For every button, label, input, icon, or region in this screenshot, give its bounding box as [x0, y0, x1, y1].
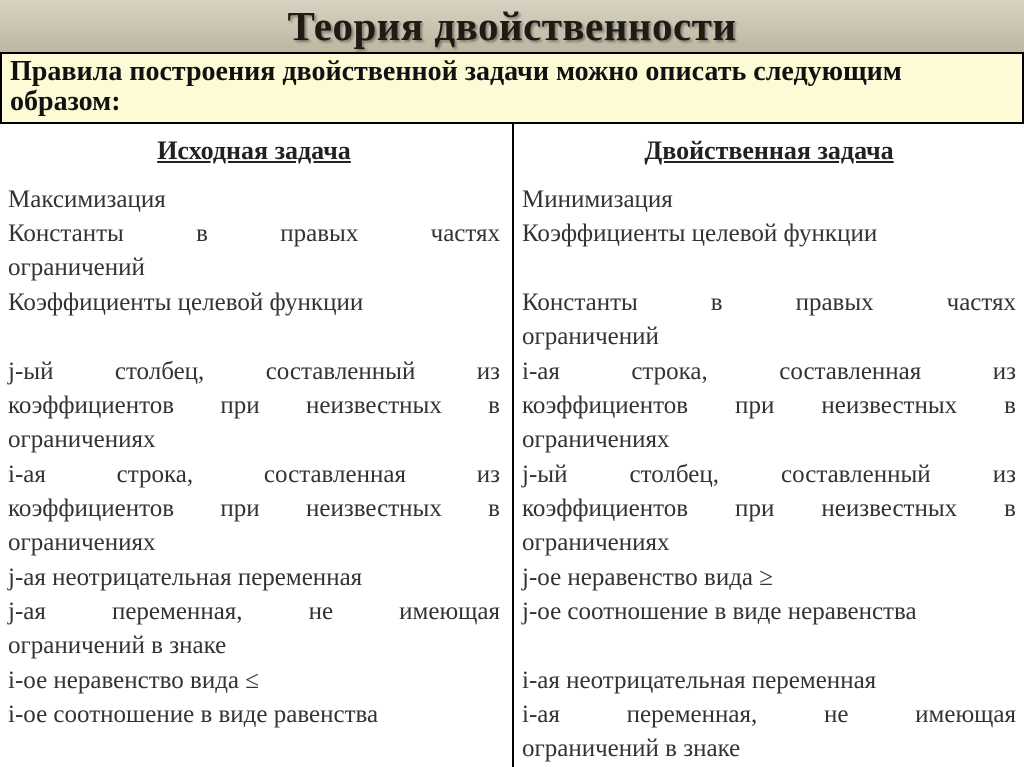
left-row-2 [8, 217, 500, 285]
right-row-8-line-1: i-ая неотрицательная переменная [522, 667, 877, 694]
right-row-1 [522, 183, 1016, 217]
left-row-4-line-2: коэффициентов при неизвестных в [8, 392, 500, 419]
left-row-7 [8, 595, 500, 663]
left-row-5-line-1: i-ая строка, составленная из [8, 461, 500, 488]
left-row-8 [8, 664, 500, 698]
right-row-4-line-1: i-ая строка, составленная из [522, 358, 1016, 385]
right-row-2 [522, 217, 1016, 251]
right-row-4-line-2: коэффициентов при неизвестных в [522, 392, 1016, 419]
left-row-7-line-1: j-ая переменная, не имеющая [8, 598, 500, 625]
right-row-7 [522, 595, 1016, 629]
left-row-5 [8, 458, 500, 560]
left-row-5-line-2: коэффициентов при неизвестных в [8, 495, 500, 522]
right-row-3-line-2: ограничений [522, 323, 659, 350]
right-column-header: Двойственная задача [644, 136, 894, 165]
column-divider [512, 124, 514, 767]
title-bar [0, 0, 1024, 52]
right-row-9-line-2: ограничений в знаке [522, 735, 741, 762]
left-row-8-line-1: i-ое неравенство вида ≤ [8, 667, 260, 694]
right-row-2-line-1: Коэффициенты целевой функции [522, 220, 878, 247]
right-row-9-line-1: i-ая переменная, не имеющая [522, 701, 1016, 728]
right-row-6 [522, 561, 1016, 595]
right-row-5 [522, 458, 1016, 560]
left-row-7-line-2: ограничений в знаке [8, 632, 227, 659]
left-row-6 [8, 561, 500, 595]
left-row-1 [8, 183, 500, 217]
right-row-5-line-1: j-ый столбец, составленный из [522, 461, 1016, 488]
left-column-header: Исходная задача [157, 136, 351, 165]
intro-text: Правила построения двойственной задачи можно описать следующим образом: [10, 56, 902, 117]
right-row-4-line-3: ограничениях [522, 426, 670, 453]
comparison-table [0, 124, 1024, 767]
left-row-9-line-1: i-ое соотношение в виде равенства [8, 701, 379, 728]
left-row-4-line-1: j-ый столбец, составленный из [8, 358, 500, 385]
right-row-3-line-1: Константы в правых частях [522, 289, 1016, 316]
right-row-3 [522, 286, 1016, 354]
left-row-2-line-2: ограничений [8, 254, 145, 281]
right-row-7-line-1: j-ое соотношение в виде неравенства [522, 598, 917, 625]
right-row-8 [522, 664, 1016, 698]
left-row-6-line-1: j-ая неотрицательная переменная [8, 564, 363, 591]
left-row-3 [8, 286, 500, 320]
right-row-5-line-2: коэффициентов при неизвестных в [522, 495, 1016, 522]
left-row-4-line-3: ограничениях [8, 426, 156, 453]
right-row-6-line-1: j-ое неравенство вида ≥ [522, 564, 774, 591]
right-row-5-line-3: ограничениях [522, 529, 670, 556]
left-row-9 [8, 698, 500, 732]
right-row-4 [522, 355, 1016, 457]
left-row-1-line-1: Максимизация [8, 186, 166, 213]
left-row-2-line-1: Константы в правых частях [8, 220, 500, 247]
left-row-5-line-3: ограничениях [8, 529, 156, 556]
right-row-9 [522, 698, 1016, 766]
left-row-3-line-1: Коэффициенты целевой функции [8, 289, 364, 316]
right-row-1-line-1: Минимизация [522, 186, 673, 213]
intro-box [0, 52, 1024, 124]
page-title: Теория двойственности [287, 3, 737, 49]
left-row-4 [8, 355, 500, 457]
